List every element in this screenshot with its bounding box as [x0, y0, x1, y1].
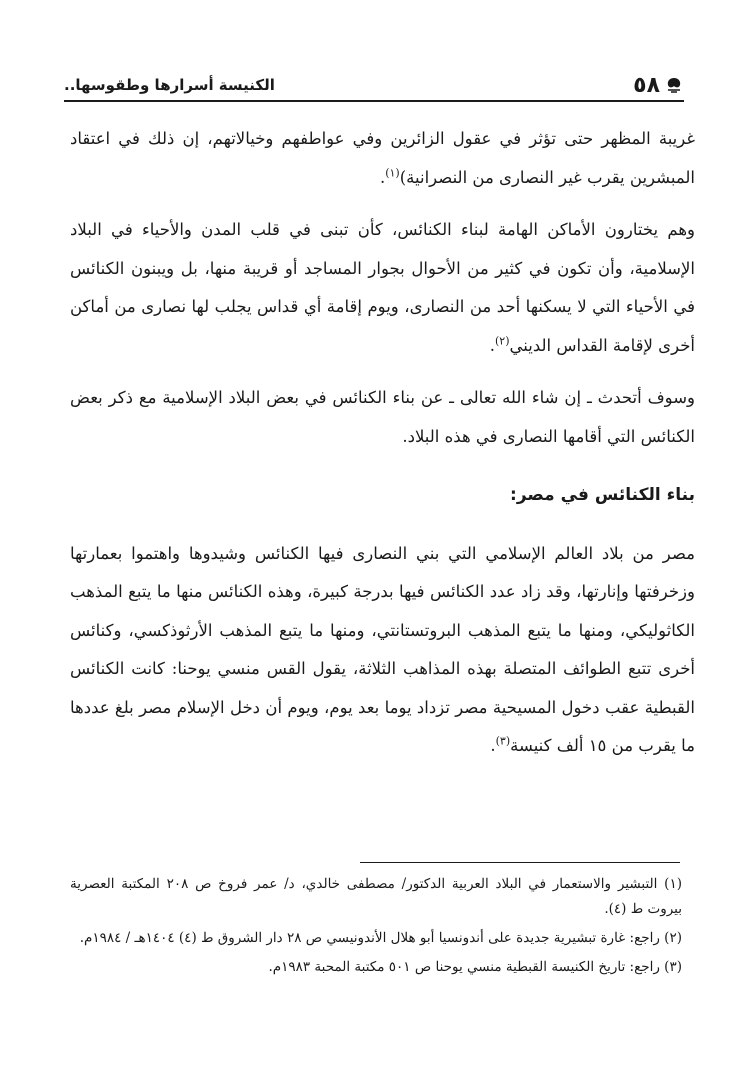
running-title: الكنيسة أسرارها وطقوسها.. — [64, 76, 275, 94]
paragraph-1 — [70, 120, 695, 197]
paragraph-4 — [70, 535, 695, 766]
page-number-block — [633, 73, 684, 98]
footnote-3: (٣) راجع: تاريخ الكنيسة القبطية منسي يوحنا ص ٥٠١ مكتبة المحبة ١٩٨٣م. — [268, 959, 682, 975]
page-header — [64, 70, 684, 102]
footnote-2: (٢) راجع: غارة تبشيرية جديدة على أندونسيا أبو هلال الأندونيسي ص ٢٨ دار الشروق ط (٤) ١٤٠٤هـ / ١٩٨٤م. — [79, 930, 682, 946]
paragraph-2 — [70, 211, 695, 365]
paragraph-4-text: مصر من بلاد العالم الإسلامي التي بني النصارى فيها الكنائس وشيدوها واهتموا بعمارتها وزخرفتها وإنارتها، وقد زاد عدد الكنائس فيها بدرجة كبيرة، وهذه الكنائس منها ما يتبع المذهب الكاثوليكي، ومنها ما يتبع المذهب البروتستانتي، ومنها ما يتبع المذهب الأرثوذكسي، وكنائس أخرى تتبع الطوائف المتصلة بهذه المذاهب الثلاثة، يقول القس منسي يوحنا: كانت الكنائس القبطية عقب دخول المسيحية مصر تزداد يوما بعد يوم، ويوم أن دخل الإسلام مصر بلغ عددها ما يقرب من ١٥ ألف كنيسة — [70, 543, 695, 755]
floral-ornament-icon — [664, 76, 684, 94]
page-number: ٥٨ — [633, 72, 660, 98]
paragraph-2-end: . — [489, 335, 495, 355]
paragraph-1-end: . — [379, 167, 386, 187]
paragraph-2-text: وهم يختارون الأماكن الهامة لبناء الكنائس، كأن تبنى في قلب المدن والأحياء في البلاد الإسلامية، وأن تكون في كثير من الأحوال بجوار المساجد أو قريبة منها، بل ويبنون الكنائس في الأحياء التي لا يسكنها أحد من النصارى، ويوم إقامة أي قداس يجلب لها نصارى من أماكن أخرى لإقامة القداس الديني — [70, 220, 695, 355]
footnotes — [70, 872, 682, 984]
footnote-ref-1: (١) — [385, 166, 400, 179]
main-text — [70, 120, 695, 780]
footnote-ref-3: (٣) — [495, 734, 511, 748]
paragraph-4-end: . — [490, 736, 496, 755]
section-heading: بناء الكنائس في مصر: — [510, 485, 695, 505]
footnote-ref-2: (٢) — [494, 334, 510, 347]
footnote-1: (١) التبشير والاستعمار في البلاد العربية الدكتور/ مصطفى خالدي، د/ عمر فروخ ص ٢٠٨ المكتبة العصرية بيروت ط (٤). — [70, 876, 682, 917]
footnote-divider — [360, 862, 680, 863]
paragraph-3: وسوف أتحدث ـ إن شاء الله تعالى ـ عن بناء الكنائس في بعض البلاد الإسلامية مع ذكر بعض الكنائس التي أقامها النصارى في هذه البلاد. — [70, 388, 695, 446]
paragraph-1-text: غريبة المظهر حتى تؤثر في عقول الزائرين وفي عواطفهم وخيالاتهم، إن ذلك في اعتقاد المبشرين يقرب غير النصارى من النصرانية) — [70, 129, 695, 187]
